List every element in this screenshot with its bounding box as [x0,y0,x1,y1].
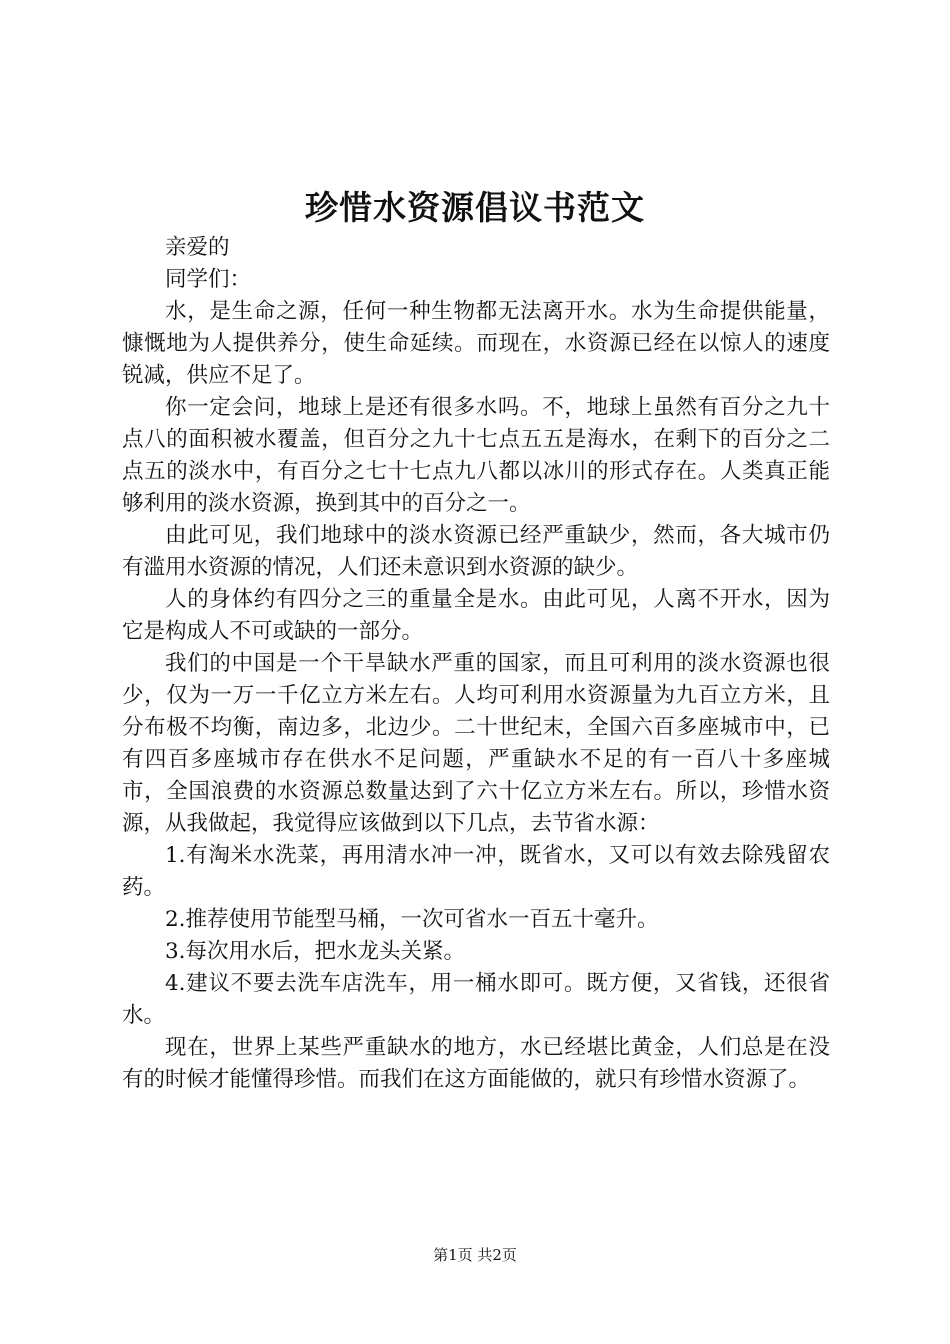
paragraph: 人的身体约有四分之三的重量全是水。由此可见，人离不开水，因为它是构成人不可或缺的一部分。 [122,587,830,644]
list-item: 3.每次用水后，把水龙头关紧。 [165,939,466,964]
list-item: 1.有淘米水洗菜，再用清水冲一冲，既省水，又可以有效去除残留农药。 [122,843,830,900]
list-item: 4.建议不要去洗车店洗车，用一桶水即可。既方便，又省钱，还很省水。 [122,971,830,1028]
paragraph: 由此可见，我们地球中的淡水资源已经严重缺少，然而，各大城市仍有滥用水资源的情况，人们还未意识到水资源的缺少。 [122,523,830,580]
paragraph: 我们的中国是一个干旱缺水严重的国家，而且可利用的淡水资源也很少，仅为一万一千亿立方米左右。人均可利用水资源量为九百立方米，且分布极不均衡，南边多，北边少。二十世纪末，全国六百多座城市中，已有四百多座城市存在供水不足问题，严重缺水不足的有一百八十多座城市，全国浪费的水资源总数量达到了六十亿立方米左右。所以，珍惜水资源，从我做起，我觉得应该做到以下几点，去节省水源： [122,651,830,836]
paragraph: 水，是生命之源，任何一种生物都无法离开水。水为生命提供能量，慷慨地为人提供养分，使生命延续。而现在，水资源已经在以惊人的速度锐减，供应不足了。 [122,299,830,388]
list-item: 2.推荐使用节能型马桶，一次可省水一百五十毫升。 [165,907,659,932]
document-title: 珍惜水资源倡议书范文 [305,188,645,227]
greeting-line-1: 亲爱的 [165,235,230,260]
paragraph: 你一定会问，地球上是还有很多水吗。不，地球上虽然有百分之九十点八的面积被水覆盖，但百分之九十七点五五是海水，在剩下的百分之二点五的淡水中，有百分之七十七点九八都以冰川的形式存在。人类真正能够利用的淡水资源，换到其中的百分之一。 [122,395,830,516]
page-footer: 第1页 共2页 [433,1246,517,1264]
greeting-line-2: 同学们： [165,267,252,292]
document-body [122,232,830,1096]
paragraph: 现在，世界上某些严重缺水的地方，水已经堪比黄金，人们总是在没有的时候才能懂得珍惜。而我们在这方面能做的，就只有珍惜水资源了。 [122,1035,830,1092]
